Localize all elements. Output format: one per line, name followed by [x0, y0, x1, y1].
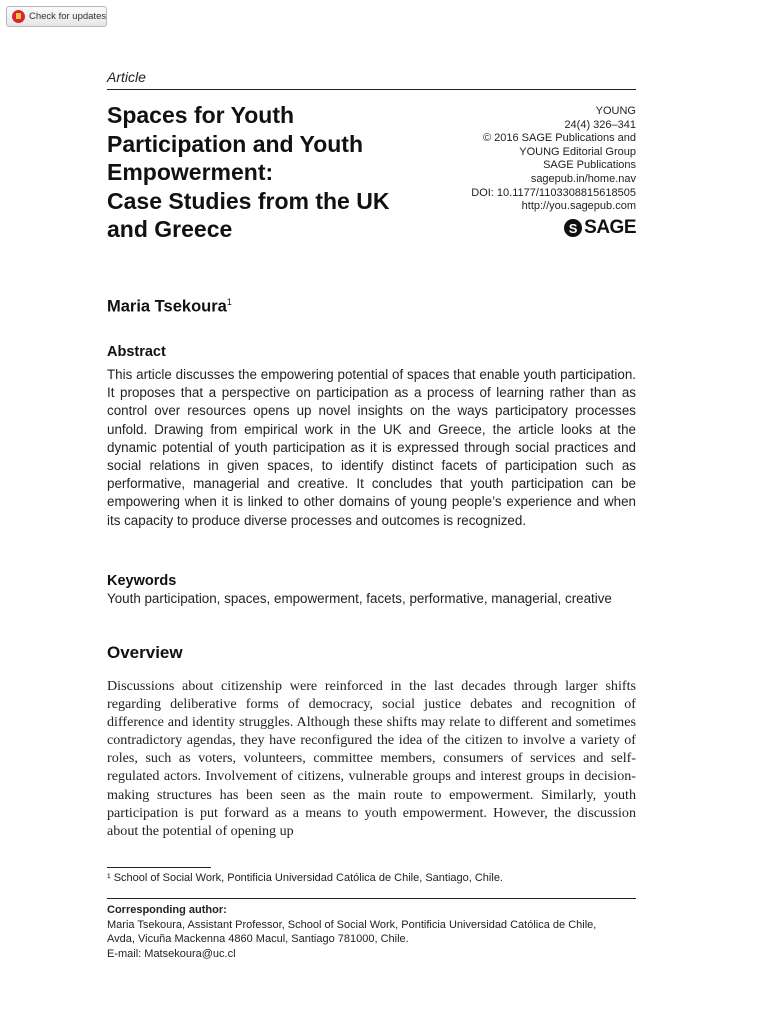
header-divider: [107, 89, 636, 90]
title-line: Spaces for Youth: [107, 102, 295, 128]
overview-heading: Overview: [107, 643, 183, 662]
journal-url-link[interactable]: http://you.sagepub.com: [521, 200, 636, 213]
journal-copyright-cont: YOUNG Editorial Group: [519, 145, 636, 158]
overview-text: Discussions about citizenship were reinforced in the last decades through larger shifts regarding deliberative forms of democracy, social justice debates and recognition of difference and identity struggles. Although these shifts may relate to different and sometimes contradictory agendas, they have reconfigured the idea of the citizen to involve a variety of roles, such as voters, volunteers, committee members, consumers of services and self-regulated actors. Involvement of citizens, vulnerable groups and interest groups in decision-making structures has been seen as the main route to empowerment. Similarly, youth participation is put forward as a means to youth empowerment. However, the discussion about the potential of opening up: [107, 678, 636, 839]
footnote: ¹ School of Social Work, Pontificia Universidad Católica de Chile, Santiago, Chile.: [107, 872, 503, 884]
sage-logo-text: SAGE: [584, 217, 636, 238]
journal-site-link[interactable]: sagepub.in/home.nav: [530, 172, 636, 185]
author-affiliation-mark: 1: [226, 297, 232, 307]
article-title: [107, 101, 437, 244]
footnote-divider: [107, 867, 211, 868]
journal-info: [416, 105, 636, 214]
title-line: Case Studies from the UK: [107, 187, 390, 214]
corresponding-label: Corresponding author:: [107, 904, 227, 916]
keywords-text: Youth participation, spaces, empowerment, facets, performative, managerial, creative: [107, 591, 612, 606]
title-line: Empowerment:: [107, 159, 274, 186]
journal-doi-link[interactable]: DOI: 10.1177/1103308815618505: [471, 186, 636, 199]
corresponding-email-link[interactable]: E-mail: Matsekoura@uc.cl: [107, 947, 236, 960]
title-line: and Greece: [107, 216, 233, 243]
author-name: [107, 297, 232, 317]
corresponding-address: Avda, Vicuña Mackenna 4860 Macul, Santiago 781000, Chile.: [107, 933, 409, 946]
crossmark-icon: [12, 10, 25, 23]
sage-logo: [564, 217, 636, 239]
check-for-updates-label: Check for updates: [29, 11, 107, 22]
abstract-text: This article discusses the empowering potential of spaces that enable youth participation. It proposes that a perspective on participation as a process of learning rather than as control over resources opens up novel insights on the ways participatory processes unfold. Drawing from empirical work in the UK and Greece, the article looks at the dynamic potential of youth participation as it is expressed through social practices and social relations in given spaces, to identify distinct facets of participation such as performative, managerial and creative. It concludes that youth participation can be empowering when it is linked to other domains of young people’s experience and when its capacity to produce diverse processes and outcomes is recognized.: [107, 367, 636, 528]
title-line: Participation and Youth: [107, 130, 363, 157]
journal-publisher: SAGE Publications: [543, 159, 636, 172]
journal-name: YOUNG: [595, 105, 636, 117]
sage-s-icon: S: [564, 219, 582, 237]
journal-volume: 24(4) 326–341: [564, 118, 636, 131]
author-name-text: Maria Tsekoura: [107, 297, 227, 316]
corresponding-line: Maria Tsekoura, Assistant Professor, School of Social Work, Pontificia Universidad Católica de Chile,: [107, 918, 597, 931]
corresponding-author: [107, 903, 636, 961]
check-for-updates-button[interactable]: [6, 6, 107, 27]
abstract-heading: Abstract: [107, 344, 166, 360]
journal-copyright: © 2016 SAGE Publications and: [482, 132, 636, 145]
corresponding-divider: [107, 898, 636, 899]
keywords-heading: Keywords: [107, 573, 177, 589]
article-type-label: Article: [107, 69, 146, 85]
